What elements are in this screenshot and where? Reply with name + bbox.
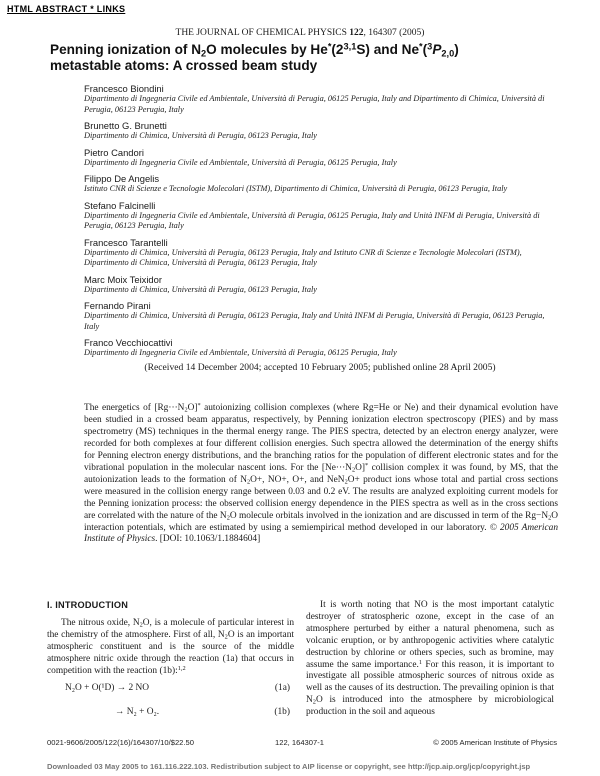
author-affiliation: Dipartimento di Ingegneria Civile ed Ambientale, Università di Perugia, 06125 Perugia, Italy [84, 348, 397, 357]
author-entry [84, 147, 554, 169]
intro-left-column [47, 600, 294, 721]
author-name: Marc Moix Teixidor [84, 273, 162, 285]
author-affiliation: Dipartimento di Chimica, Università di Perugia, 06123 Perugia, Italy and Istituto CNR di Scienze e Tecnologie Molecolari (ISTM), Dipartimento di Chimica, Università di Perugia, 06123 Perugia, Italy [84, 247, 522, 267]
author-name: Francesco Tarantelli [84, 236, 168, 248]
journal-volume: 122 [349, 28, 364, 38]
author-entry [84, 83, 554, 115]
author-list [84, 83, 554, 364]
intro-paragraph: It is worth noting that NO is the most important catalytic destroyer of stratospheric ozone, except in the case of an atmosphere perturbed by either a natural phenomena, such as volcanic eruption, or by anthropogenic activities where catalytic destruction by chlorine or others species, such as bromine, may assume the same importance.$^1$ For this reason, it is important to investigate all possible atmospheric sources of nitrous oxide as well as the causes of its destruction. The prevailing opinion is that $N_2O$ is introduced into the atmosphere by microbiological production in the soil and aqueous [306, 600, 555, 718]
abstract-copyright: © 2005 American Institute of Physics [84, 522, 558, 545]
author-affiliation: Dipartimento di Ingegneria Civile ed Ambientale, Università di Perugia, 06125 Perugia, Italy [84, 157, 397, 167]
author-name: Pietro Candori [84, 146, 144, 158]
author-entry [84, 200, 554, 232]
footer-issn: 0021-9606/2005/122(16)/164307/10/$22.50 [47, 738, 194, 747]
author-name: Fernando Pirani [84, 300, 151, 311]
author-entry [84, 173, 554, 195]
author-name: Francesco Biondini [84, 83, 164, 94]
author-affiliation: Dipartimento di Ingegneria Civile ed Ambientale, Università di Perugia, 06125 Perugia, Italy and Unità INFM di Perugia, Università di Perugia, 06123 Perugia, Italy [84, 210, 540, 230]
intro-paragraph: The nitrous oxide, $N_2O$, is a molecule of particular interest in the chemistry of the atmosphere. First of all, $N_2O$ is an important atmospheric constituent and is the source of the middle atmosphere nitric oxide through the reaction (1a) that occurs in competition with the reaction (1b):$^{1,2}$ [47, 617, 295, 676]
abstract-doi: . [DOI: 10.1063/1.1884604] [155, 534, 261, 545]
author-affiliation: Dipartimento di Chimica, Università di Perugia, 06123 Perugia, Italy and Unità INFM di Perugia, Università di Perugia, 06123 Perugia, Italy [84, 311, 545, 331]
author-entry [84, 237, 554, 269]
received-dates: (Received 14 December 2004; accepted 10 February 2005; published online 28 April 2005) [144, 362, 496, 373]
author-name: Franco Vecchiocattivi [84, 337, 173, 348]
equation-1a: N₂O + O(¹D) → 2 NO (1a) [65, 683, 290, 694]
author-entry [84, 274, 554, 296]
author-entry [84, 337, 554, 359]
journal-page-year: 164307 (2005) [368, 28, 425, 38]
section-heading: I. INTRODUCTION [47, 600, 129, 610]
author-affiliation: Dipartimento di Chimica, Università di Perugia, 06123 Perugia, Italy [84, 131, 317, 140]
abstract: The energetics of $[Rg\cdot\cdot\cdot N_2O]^*$ autoionizing collision complexes (where Rg=He or Ne) and their dynamical evolution have been studied in a crossed beam apparatus, respectively, by Penning ionization electron spectroscopy (PIES) and by mass spectrometry (MS) techniques in the thermal energy range. The PIES spectra, detected by an electron energy analyzer, were recorded for both complexes at four different collision energies. Such spectra allowed the determination of the energy shifts for Penning electron energy distributions, and the branching ratios for the population of different electronic states and for the vibrational population in the molecular nascent ions. For the $[Ne\cdot\cdot\cdot N_2O]^*$ collision complex it was found, by MS, that the autoionization leads to the formation of $N_2O+$, NO+, O+, and NeN$_2$O+ product ions whose total and partial cross sections were measured in the collision energy range between 0.03 and 0.2 eV. The results are analyzed exploiting current models for the Penning ionization process: the observed collision energy dependence in the PIES spectra as well as in the cross sections are correlated with the nature of the $N_2O$ molecule orbitals involved in the ionization and are discussed in term of the $Rg-N_2O$ interaction potentials, which are estimated by using a semiempirical method developed in our laboratory. © 2005 American Institute of Physics. [DOI: 10.1063/1.1884604] [84, 401, 559, 545]
author-entry [84, 300, 554, 332]
download-notice: Downloaded 03 May 2005 to 161.116.222.103. Redistribution subject to AIP license or copyright, see http://jcp.aip.org/jcp/copyright.jsp [47, 762, 531, 771]
html-abstract-links[interactable]: HTML ABSTRACT * LINKS [7, 4, 126, 14]
journal-name: THE JOURNAL OF CHEMICAL PHYSICS [175, 28, 347, 38]
author-affiliation: Dipartimento di Chimica, Università di Perugia, 06123 Perugia, Italy [84, 284, 317, 294]
equation-1b: → N₂ + O₂. (1b) [115, 707, 290, 718]
equation-number: (1a) [274, 683, 290, 694]
intro-right-column [306, 600, 554, 719]
author-name: Stefano Falcinelli [84, 199, 156, 211]
author-affiliation: Dipartimento di Ingegneria Civile ed Ambientale, Università di Perugia, 06125 Perugia, Italy and Dipartimento di Chimica, Università di Perugia, 06123 Perugia, Italy [84, 94, 545, 114]
author-affiliation: Istituto CNR di Scienze e Tecnologie Molecolari (ISTM), Dipartimento di Chimica, Università di Perugia, 06123 Perugia, Italy [84, 184, 508, 193]
equation-number: (1b) [274, 707, 290, 718]
journal-header: THE JOURNAL OF CHEMICAL PHYSICS 122, 164307 (2005) [175, 28, 425, 38]
footer-page: 122, 164307-1 [275, 738, 324, 747]
footer-copyright: © 2005 American Institute of Physics [433, 738, 557, 747]
paper-title: Penning ionization of $N_2O$ molecules by He*(2$^{3,1}$S) and $Ne^*(^3P_{2,0})$ metastable atoms: A crossed beam study [50, 41, 459, 73]
author-entry [84, 120, 554, 142]
author-name: Brunetto G. Brunetti [84, 120, 167, 131]
author-name: Filippo De Angelis [84, 173, 160, 184]
